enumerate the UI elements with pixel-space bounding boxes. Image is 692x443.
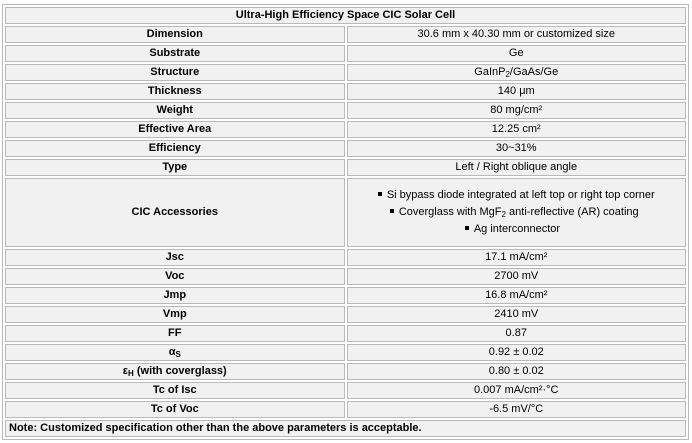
row-value-ff: 0.87: [347, 325, 687, 342]
row-value-weight: 80 mg/cm²: [347, 102, 687, 119]
bullet-icon: [465, 226, 469, 230]
spec-table: [2, 4, 689, 440]
epsilon-symbol: ε: [122, 365, 129, 377]
alpha-symbol: α: [168, 346, 176, 358]
structure-subscript: 2: [505, 70, 510, 79]
table-row: [5, 102, 686, 119]
epsilon-subscript: H: [128, 369, 134, 378]
row-value-efficiency: 30~31%: [347, 140, 687, 157]
row-label-weight: Weight: [5, 102, 345, 119]
bullet-icon: [378, 192, 382, 196]
table-row: [5, 249, 686, 266]
row-label-tc-voc: Tc of Voc: [5, 401, 345, 418]
row-label-jsc: Jsc: [5, 249, 345, 266]
table-row: [5, 401, 686, 418]
table-row: [5, 344, 686, 361]
row-value-alpha-s: 0.92 ± 0.02: [347, 344, 687, 361]
table-title: Ultra-High Efficiency Space CIC Solar Cell: [5, 7, 686, 24]
table-row: [5, 363, 686, 380]
table-row: [5, 325, 686, 342]
row-label-ff: FF: [5, 325, 345, 342]
table-row: [5, 140, 686, 157]
row-value-jsc: 17.1 mA/cm²: [347, 249, 687, 266]
title-row: [5, 7, 686, 24]
table-row: [5, 45, 686, 62]
accessory-text-post: anti-reflective (AR) coating: [505, 206, 639, 218]
row-value-cic-accessories: [347, 178, 687, 247]
table-row: [5, 178, 686, 247]
row-value-epsilon-h: 0.80 ± 0.02: [347, 363, 687, 380]
row-value-structure: [347, 64, 687, 81]
accessory-text: Si bypass diode integrated at left top or right top corner: [386, 189, 655, 201]
row-label-epsilon-h: [5, 363, 345, 380]
list-item: [390, 204, 655, 221]
table-row: [5, 83, 686, 100]
table-row: [5, 306, 686, 323]
row-value-tc-isc: 0.007 mA/cm²·°C: [347, 382, 687, 399]
table-row: [5, 64, 686, 81]
accessory-text-pre: Coverglass with MgF: [398, 206, 502, 218]
row-label-thickness: Thickness: [5, 83, 345, 100]
row-value-effective-area: 12.25 cm²: [347, 121, 687, 138]
row-label-efficiency: Efficiency: [5, 140, 345, 157]
row-label-structure: Structure: [5, 64, 345, 81]
accessory-subscript: 2: [501, 210, 506, 219]
row-label-substrate: Substrate: [5, 45, 345, 62]
row-value-tc-voc: -6.5 mV/°C: [347, 401, 687, 418]
table-row: [5, 26, 686, 43]
list-item: [465, 221, 655, 238]
row-value-vmp: 2410 mV: [347, 306, 687, 323]
row-label-cic-accessories: CIC Accessories: [5, 178, 345, 247]
row-value-thickness: 140 μm: [347, 83, 687, 100]
note-row: [5, 420, 686, 437]
row-value-substrate: Ge: [347, 45, 687, 62]
table-row: [5, 121, 686, 138]
accessory-text: Ag interconnector: [473, 223, 561, 235]
table-note: Note: Customized specification other than the above parameters is acceptable.: [5, 420, 686, 437]
row-label-type: Type: [5, 159, 345, 176]
table-row: [5, 287, 686, 304]
spec-table-container: [2, 4, 689, 440]
accessories-list: [378, 187, 655, 238]
row-label-vmp: Vmp: [5, 306, 345, 323]
row-value-jmp: 16.8 mA/cm²: [347, 287, 687, 304]
alpha-subscript: S: [175, 350, 181, 359]
bullet-icon: [390, 209, 394, 213]
row-value-dimension: 30.6 mm x 40.30 mm or customized size: [347, 26, 687, 43]
row-label-tc-isc: Tc of Isc: [5, 382, 345, 399]
row-label-dimension: Dimension: [5, 26, 345, 43]
row-label-effective-area: Effective Area: [5, 121, 345, 138]
epsilon-label-text: (with coverglass): [133, 365, 227, 377]
row-label-voc: Voc: [5, 268, 345, 285]
table-row: [5, 268, 686, 285]
structure-text-post: /GaAs/Ge: [509, 66, 559, 78]
row-value-type: Left / Right oblique angle: [347, 159, 687, 176]
table-row: [5, 382, 686, 399]
row-value-voc: 2700 mV: [347, 268, 687, 285]
structure-text-pre: GaInP: [474, 66, 506, 78]
row-label-jmp: Jmp: [5, 287, 345, 304]
list-item: [378, 187, 655, 204]
table-row: [5, 159, 686, 176]
row-label-alpha-s: [5, 344, 345, 361]
